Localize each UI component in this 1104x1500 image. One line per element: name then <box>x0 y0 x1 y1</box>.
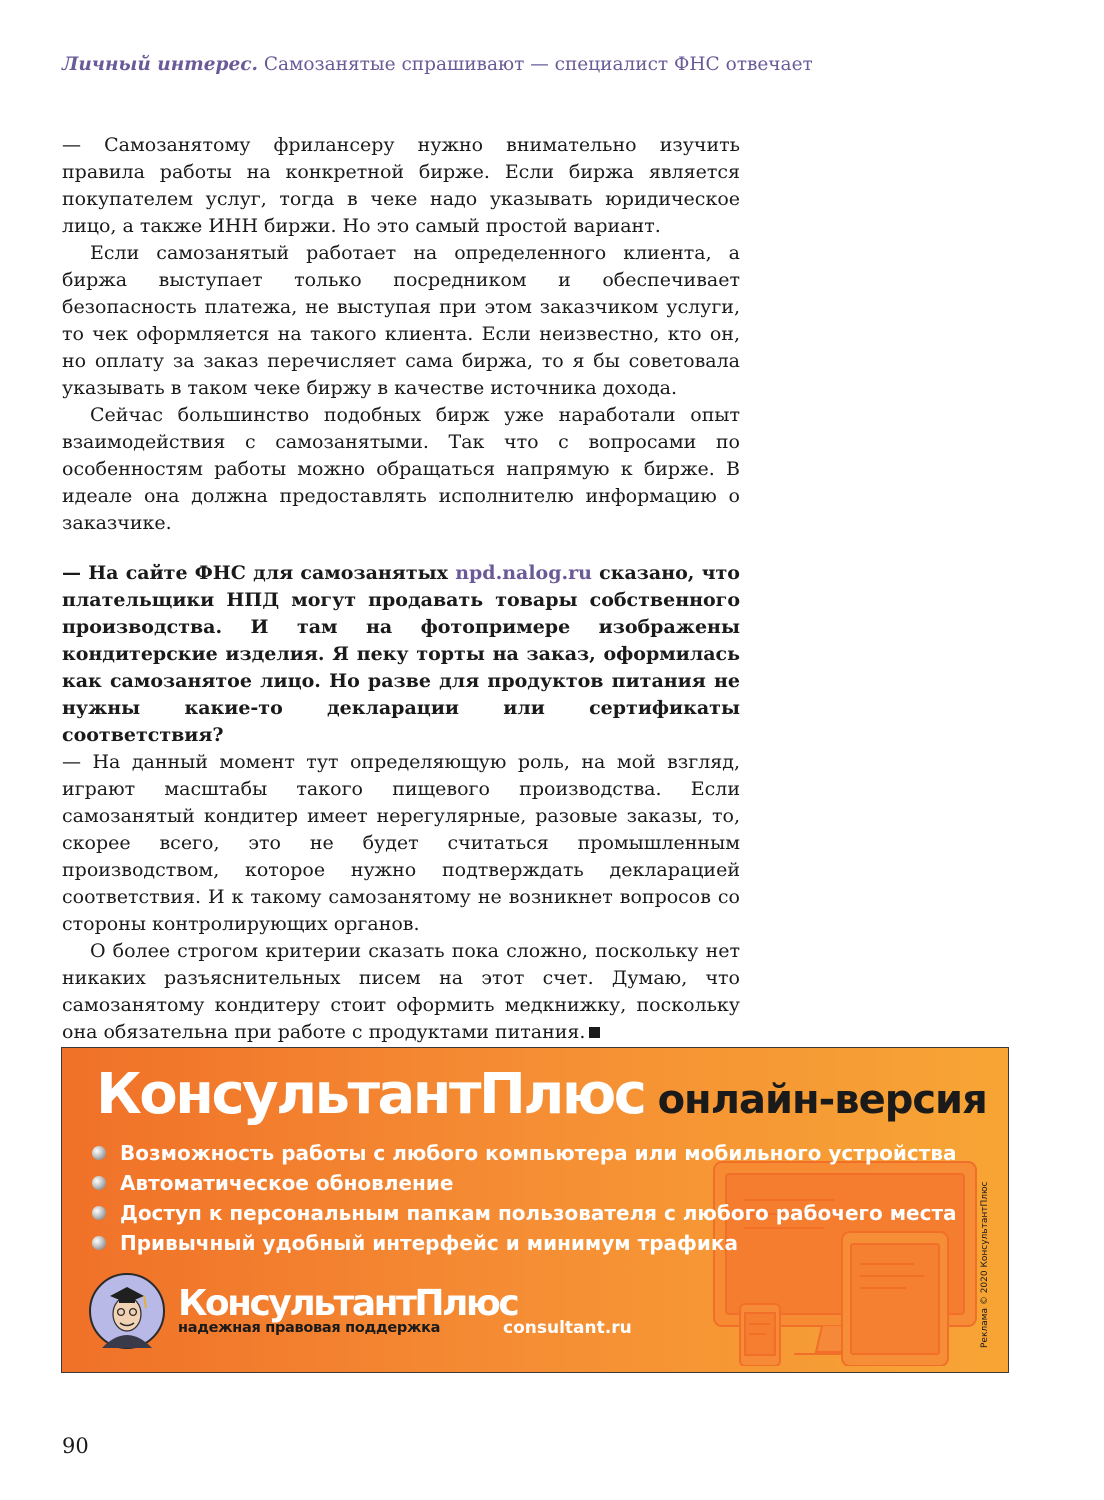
bullet-icon <box>92 1236 106 1250</box>
bullet-icon <box>92 1146 106 1160</box>
ad-logo <box>178 1284 517 1336</box>
end-of-article-mark <box>589 1027 600 1038</box>
npd-nalog-link[interactable]: npd.nalog.ru <box>455 562 592 584</box>
ad-copyright: Реклама © 2020 КонсультантПлюс <box>980 1181 990 1348</box>
ad-version: онлайн-версия <box>657 1077 987 1123</box>
ad-feature-text: Привычный удобный интерфейс и минимум трафика <box>120 1231 738 1255</box>
ad-feature-text: Доступ к персональным папкам пользователя с любого рабочего места <box>120 1201 957 1225</box>
question-text-end: сказано, что плательщики НПД могут продавать товары собственного производства. И там на фотопримере изображены кондитерские изделия. Я пеку торты на заказ, оформилась как самозанятое лицо. Но разве для продуктов питания не нужны какие-то декларации или сертификаты соответствия? <box>62 562 740 746</box>
ad-logo-name: КонсультантПлюс <box>178 1283 518 1324</box>
ad-feature-text: Автоматическое обновление <box>120 1171 454 1195</box>
answer-paragraph-2: Если самозанятый работает на определенного клиента, а биржа выступает только посредником и обеспечивает безопасность платежа, не выступая при этом заказчиком услуги, то чек оформляется на такого клиента. Если неизвестно, кто он, но оплату за заказ перечисляет сама биржа, то я бы советовала указывать в таком чеке биржу в качестве источника дохода. <box>62 242 740 399</box>
ad-feature-item <box>92 1228 957 1258</box>
running-header <box>62 54 1042 75</box>
answer-paragraph-5 <box>62 938 740 1046</box>
bullet-icon <box>92 1176 106 1190</box>
answer-paragraph-5-text: О более строгом критерии сказать пока сложно, поскольку нет никаких разъяснительных писем на этот счет. Думаю, что самозанятому кондитеру стоит оформить медкнижку, поскольку она обязательна при работе с продуктами питания. <box>62 940 740 1043</box>
section-subtitle: Самозанятые спрашивают — специалист ФНС отвечает <box>263 54 813 75</box>
ad-brand: КонсультантПлюс <box>96 1062 645 1127</box>
ad-site-link[interactable]: consultant.ru <box>503 1318 632 1338</box>
ad-feature-item <box>92 1168 957 1198</box>
consultant-plus-advertisement[interactable] <box>61 1047 1009 1373</box>
page-number: 90 <box>62 1434 89 1458</box>
answer-paragraph-3: Сейчас большинство подобных бирж уже наработали опыт взаимодействия с самозанятыми. Так что с вопросами по особенностям работы можно обращаться напрямую к бирже. В идеале она должна предоставлять исполнителю информацию о заказчике. <box>62 404 740 534</box>
bullet-icon <box>92 1206 106 1220</box>
ad-title <box>96 1062 987 1127</box>
ad-feature-item <box>92 1198 957 1228</box>
ad-feature-text: Возможность работы с любого компьютера или мобильного устройства <box>120 1141 957 1165</box>
answer-paragraph-1: — Самозанятому фрилансеру нужно внимательно изучить правила работы на конкретной бирже. Если биржа является покупателем услуг, тогда в чеке надо указывать юридическое лицо, а также ИНН биржи. Но это самый простой вариант. <box>62 134 740 237</box>
answer-paragraph-4: — На данный момент тут определяющую роль, на мой взгляд, играют масштабы такого пищевого производства. Если самозанятый кондитер имеет нерегулярные, разовые заказы, то, скорее всего, это не будет считаться промышленным производством, которое нужно подтверждать декларацией соответствия. И к такому самозанятому не возникнет вопросов со стороны контролирующих органов. <box>62 751 740 935</box>
mascot-avatar-icon <box>88 1272 166 1350</box>
section-title: Личный интерес. <box>62 54 258 75</box>
article-body <box>62 132 740 1046</box>
question-paragraph <box>62 560 740 749</box>
question-text-start: — На сайте ФНС для самозанятых <box>62 562 456 584</box>
ad-feature-item <box>92 1138 957 1168</box>
ad-feature-list <box>92 1138 957 1258</box>
ad-logo-tagline: надежная правовая поддержка <box>178 1320 441 1336</box>
